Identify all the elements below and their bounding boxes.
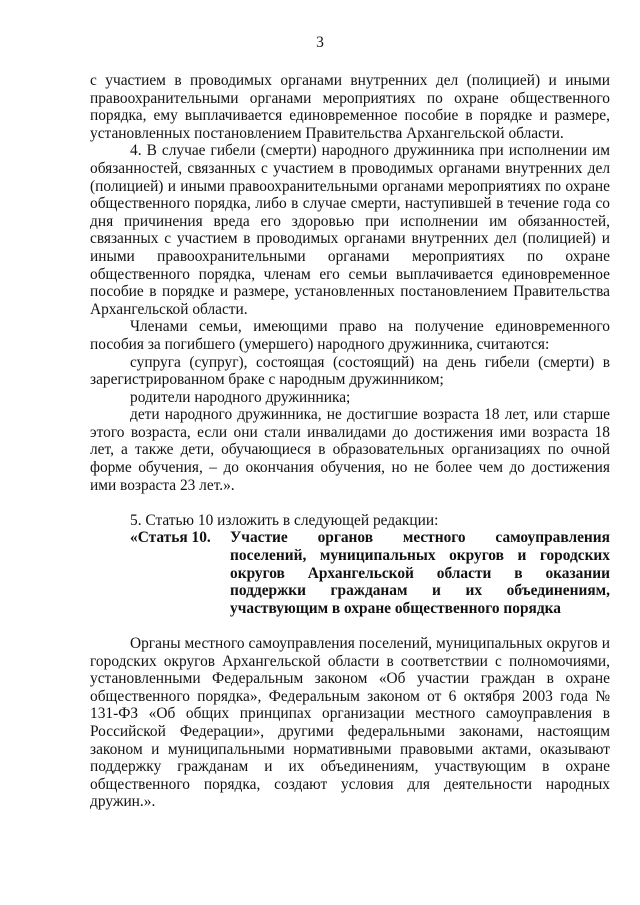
article-heading bbox=[90, 529, 610, 617]
paragraph-children: дети народного дружинника, не достигшие возраста 18 лет, или старше этого возраста, если они стали инвалидами до достижения ими возраста 18 лет, а также дети, обучающиеся в образовательных организациях по очной форме обучения, – до окончания обучения, но не более чем до достижения ими возраста 23 лет.». bbox=[90, 406, 610, 494]
page-number: 3 bbox=[316, 34, 324, 51]
paragraph-item-5: 5. Статью 10 изложить в следующей редакции: bbox=[130, 511, 439, 529]
document-body bbox=[90, 72, 610, 811]
paragraph-article-body: Органы местного самоуправления поселений, муниципальных округов и городских округов Архангельской области в соответствии с полномочиями, установленными Федеральным законом «Об участии граждан в охране общественного порядка», Федеральным законом от 6 октября 2003 года № 131-ФЗ «Об общих принципах организации местного самоуправления в Российской Федерации», другими федеральными законами, настоящим законом и муниципальными нормативными правовыми актами, оказывают поддержку гражданам и их объединениям, участвующим в охране общественного порядка, создают условия для деятельности народных дружин.». bbox=[90, 635, 610, 811]
paragraph-parents: родители народного дружинника; bbox=[130, 388, 351, 406]
paragraph-item-4: 4. В случае гибели (смерти) народного дружинника при исполнении им обязанностей, связанных с участием в проводимых органами внутренних дел (полицией) и иными правоохранительными органами мероприятиях по охране общественного порядка, либо в случае смерти, наступившей в течение года со дня причинения вреда его здоровью при исполнении им обязанностей, связанных с участием в проводимых органами внутренних дел (полицией) и иными правоохранительными органами мероприятиях по охране общественного порядка, членам его семьи выплачивается единовременное пособие в порядке и размере, установленных постановлением Правительства Архангельской области. bbox=[90, 142, 610, 318]
article-title: Участие органов местного самоуправления поселений, муниципальных округов и городских округов Архангельской области в оказании поддержки гражданам и их объединениям, участвующим в охране общественного порядка bbox=[230, 529, 610, 617]
article-label: «Статья 10. bbox=[130, 529, 211, 547]
paragraph-family-members: Членами семьи, имеющими право на получение единовременного пособия за погибшего (умершего) народного дружинника, считаются: bbox=[90, 318, 610, 353]
paragraph-continuation: с участием в проводимых органами внутренних дел (полицией) и иными правоохранительными органами мероприятиях по охране общественного порядка, ему выплачивается единовременное пособие в порядке и размере, установленных постановлением Правительства Архангельской области. bbox=[90, 72, 610, 142]
paragraph-spouse: супруга (супруг), состоящая (состоящий) на день гибели (смерти) в зарегистрированном браке с народным дружинником; bbox=[90, 353, 610, 389]
